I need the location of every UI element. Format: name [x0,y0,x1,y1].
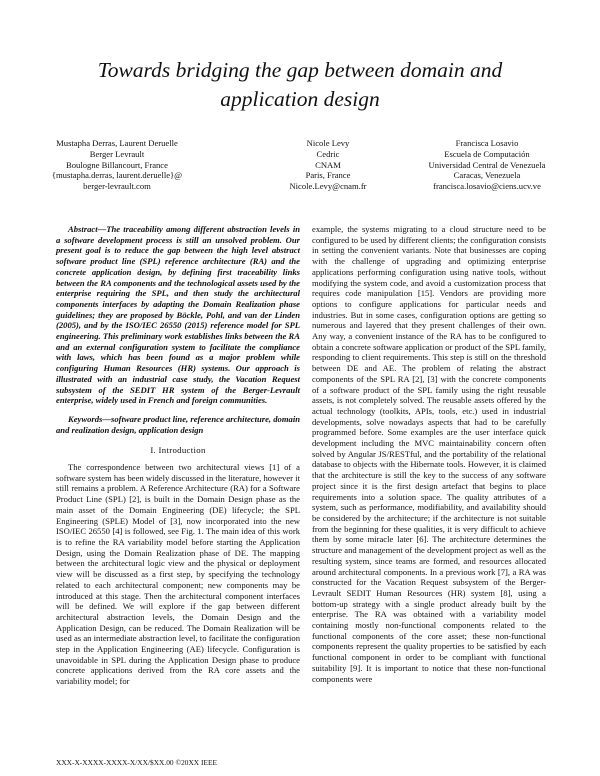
body-paragraph: example, the systems migrating to a cloud structure need to be configured to be used by different clients; the configuration consists in setting the convenient variants. Note that businesses are coping with the challenge of upgrading and optimizing enterprise applications performing configuration using native tools, without modifying the system code, and avoid a customization process that requires code manipulation [15]. Vendors are providing more options to configure applications for particular needs and industries. But in some cases, configuration options are getting so numerous and layered that they present challenges of their own. Any way, a convenient instance of the RA has to be configured to obtain a concrete software application or product of the SPL family, responding to client requirements. This step is still on the threshold between DE and AE. The problem of relating the abstract components of the SPL RA [2], [3] with the concrete components of a software product of the SPL family using the right reusable assets, is not completely solved. The reusable assets offered by the actual technology (toolkits, APIs, tools, etc.) used in industrial developments, solve nowadays aspects that had to be carefully programmed before. Some examples are the user interface quick development including the MVC maintainability concern often solved by Angular JS/RESTful, and the portability of the relational database to objects with the Hibernate tools. However, it is claimed that the architecture is still the key to the success of any software project since it is the first design artefact that begins to place requirements into a solution space. The quality attributes of a system, such as performance, modifiability, and availability should be considered by the architecture; if the architecture is not suitable from the beginning for these qualities, it is very difficult to achieve them by some miracle later [6]. The architecture determines the structure and management of the development project as well as the resulting system, since teams are formed, and resources allocated around architectural components. In a previous work [7], a RA was constructed for the Vacation Request subsystem of the Berger-Levrault SEDIT Human Resources (HR) system [8], using a bottom-up strategy with a single product already built by the enterprise. The RA was obtained with a variability model containing mostly non-functional components related to the functional components of the core asset; these non-functional components represent the quality properties to be satisfied by each functional component in order to be compliant with functional suitability [9]. It is important to notice that these non-functional components were [312,224,546,684]
section-heading: I. Introduction [150,445,206,456]
author-line: {mustapha.derras, laurent.deruelle}@ [51,170,183,181]
author-line: Francisca Losavio [455,138,519,148]
author-block-1 [32,138,202,192]
author-line: Universidad Central de Venezuela [428,159,546,170]
keywords: Keywords—software product line, reference architecture, domain and realization design, application design [56,413,300,435]
author-line: Escuela de Computación [444,148,530,159]
author-line: Caracas, Venezuela [453,170,521,181]
author-line: francisca.losavio@ciens.ucv.ve [433,181,541,192]
paper-title: Towards bridging the gap between domain and application design [97,58,503,111]
abstract: Abstract—The traceability among different abstraction levels in a software development process is still an unsolved problem. Our present goal is to reduce the gap between the high level abstract software product line (SPL) reference architecture (RA) and the concrete application design, by defining first traceability links between the RA components and the technological assets used by the enterprise requiring the SPL, and then study the architectural components interfaces by adapting the Domain Realization phase guidelines; they are proposed by Böckle, Pohl, and van der Linden (2005), and by the ISO/IEC 26550 (2015) reference model for SPL engineering. This preliminary work establishes links between the RA and an external configuration system to facilitate the compliance with laws, which has been found as a major problem while configuring Human Resources (HR) systems. Our approach is illustrated with an industrial case study, the Vacation Request subsystem of the SEDIT HR system of the Berger-Levrault enterprise, widely used in French and foreign communities. [56,224,300,406]
author-line: Nicole Levy [306,138,350,148]
author-line: Nicole.Levy@cnam.fr [289,181,367,192]
intro-paragraph: The correspondence between two architectural views [1] of a software system has been widely discussed in the literature, however it still remains a problem. A Reference Architecture (RA) for a Software Product Line (SPL) [2], is built in the Domain Design phase as the main asset of the Domain Engineering (DE) lifecycle; the SPL Engineering (SPLE) Model of [3], now incorporated into the new ISO/IEC 26550 [4] is followed, see Fig. 1. The main idea of this work is to refine the RA variability model before starting the Application Design, using the Domain Realization phase of DE. The mapping between the architectural logic view and the physical or deployment view will be discussed as a first step, by specifying the technology related to each architectural component; new components may be introduced at this stage. Then the architectural component interfaces will be defined. We will explore if the gap between different architectural abstraction levels, the Domain Design and the Application Design, can be reduced. The Domain Realization will be used as an intermediate abstraction level, to facilitate the configuration step in the Application Engineering (AE) lifecycle. Configuration is unavoidable in SPL during the Application Design phase to produce concrete applications derived from the RA core assets and the variability model; for [56,462,300,687]
author-line: Berger Levrault [89,148,145,159]
author-line: Paris, France [305,170,351,181]
author-line: Boulogne Billancourt, France [66,159,168,170]
right-column [312,224,546,684]
left-column [56,224,300,687]
author-line: berger-levrault.com [83,181,151,192]
author-line: CNAM [315,159,341,170]
author-block-2 [262,138,394,192]
author-line: Mustapha Derras, Laurent Deruelle [56,138,178,148]
copyright-footer: XXX-X-XXXX-XXXX-X/XX/$XX.00 ©20XX IEEE [56,758,217,767]
author-line: Cedric [316,148,340,159]
author-block-3 [402,138,572,192]
